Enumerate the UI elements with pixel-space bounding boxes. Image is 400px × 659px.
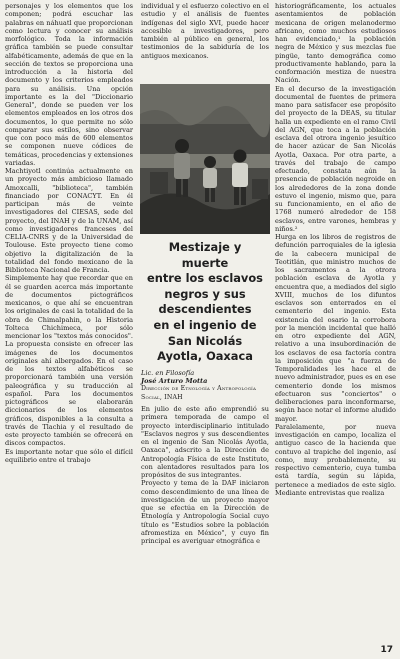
author-name: José Arturo Motta <box>141 377 208 386</box>
page-number: 17 <box>380 645 393 655</box>
right-column-text: historiográficamente, los actuales asentamientos de población mexicana de origen melanodermo africano, como muchos estudiosos han evidenciado,¹ la población negra de México y sus mezclas fue pingüe, tanto demográfica como productivamente hablando, para la conformación mestiza de nuestra Nación. En el decurso de la investigación documental de fuentes de primera mano para satisfacer ese propósito del proyecto de la DEAS, su titular halla un expediente en el ramo Civil del AGN, que toca a la población esclava del otrora ingenio jesuítico de hacer azúcar de San Nicolás Ayotla, Oaxaca. Por otra parte, a través del trabajo de campo efectuado, constata aún la presencia de población negroide en los alrededores de la zona donde estuvo el ingenio, mismo que, para su funcionamiento, en el año de 1768 numeró alrededor de 158 esclavos, entre varones, hembras y niños.² Hurga en los libros de registros de defunción parroquiales de la iglesia de la cabecera municipal de Teotitlán, que ministro muchos de los sacramentos a la otrora población esclava de Ayotla y encuentra que, a mediados del siglo XVIII, muchos de los difuntos esclavos son enterrados en el cementerio del ingenio. Esta existencia del osario la corrobora por la mención incidental que halló en otro expediente del AGN, relativo a una insubordinación de los esclavos de esa factoría contra la imposición que "a fuerza de Temporalidades les hace el de nuevo administrador, pues es en ese cementerio donde los mismos efectuaron sus "conciertos" o deliberaciones para inconformarse, según hace notar el informe aludido mayor. Paralelamente, por nueva investigación en campo, localiza el antiguo casco de la hacienda que contuvo al trapiche del ingenio, así como, muy probablemente, su respectivo cementerio, cuya tumba está tardía, según su lápida, pertenece a mediados de este siglo. Mediante entrevistas que realiza <box>275 2 396 497</box>
byline <box>141 369 269 402</box>
middle-body-text <box>141 405 269 642</box>
middle-body-paragraph: En julio de este año emprendió su primera temporada de campo el proyecto interdisciplinario intitulado "Esclavos negros y sus descendientes en el ingenio de San Nicolás Ayotla, Oaxaca", adscrito a la Dirección de Antropología Física de este Instituto, con alentadores resultados para los propósitos de sus integrantes. Proyecto y tema de la DAF iniciaron como descendimiento de una línea de investigación de un proyecto mayor que se efectúa en la Dirección de Etnología y Antropología Social cuyo título es "Estudios sobre la población afromestiza en México", y cuyo fin principal es averiguar etnográfica e <box>141 405 269 545</box>
article-title: Mestizaje y muerte entre los esclavos negros y sus descendientes en el ingenio de San Nicolás Ayotla, Oaxaca <box>147 240 263 364</box>
author-degree: Lic. en Filosofía <box>141 369 195 377</box>
right-text-column <box>275 2 396 644</box>
left-text-column <box>5 2 133 644</box>
middle-top-paragraph: individual y el esfuerzo colectivo en el estudio y el análisis de fuentes indígenas del siglo XVI, puede hacer accesible a investigadores, pero también al público en general, los testimonios de la sabiduría de los antiguos mexicanos. <box>141 2 269 60</box>
author-affiliation: Dirección de Etnología y Antropología Social, INAH <box>141 385 257 401</box>
middle-top-text <box>141 2 269 84</box>
left-column-text: personajes y los elementos que los componen; podrá escuchar las palabras en náhuatl que proporcionan como lectura y conocer su análisis morfológico. Toda la información gráfica también se puede consultar alfabéticamente, además de que en la sección de textos se proporciona una introducción a la historia del documento y los criterios empleados para su análisis. Una opción importante es la del "Diccionario General", donde se pueden ver los elementos empleados en los otros dos documentos, lo que permite no sólo comparar sus estilos, sino observar que con poco más de 600 elementos se componen nueve códices de temáticas, procedencias y extensiones variadas. Machtiyotl continúa actualmente en un proyecto más ambicioso llamado Amoxcalli, "biblioteca", también financiado por CONACYT. En él participan más de veinte investigadores del CIESAS, sede del proyecto, del INAH y de la UNAM, así como investigadores franceses del CELIA-CNRS y de la Universidad de Toulouse. Este proyecto tiene como objetivo la digitalización de la totalidad del fondo mexicano de la Biblioteca Nacional de Francia. Simplemente hay que recordar que en él se guarden acerca más importante de documentos pictográficos mexicanos, o que ahí se encuentran los originales de casi la totalidad de la obra de Chimalpahin, o la Historia Tolteca Chichimeca, por sólo mencionar los "textos más conocidos". La propuesta consiste en ofrecer las imágenes de los documentos originales ahí albergados. En el caso de los textos alfabéticos se proporcionará también una versión paleográfica y su traducción al español. Para los documentos pictográficos se elaborarán diccionarios de los elementos gráficos, disponibles a la consulta a través de Tlachia y el resultado de este proyecto también se ofrecerá en discos compactos. Es importante notar que sólo el difícil equilibrio entre el trabajo <box>5 2 133 464</box>
article-photo <box>140 84 270 234</box>
